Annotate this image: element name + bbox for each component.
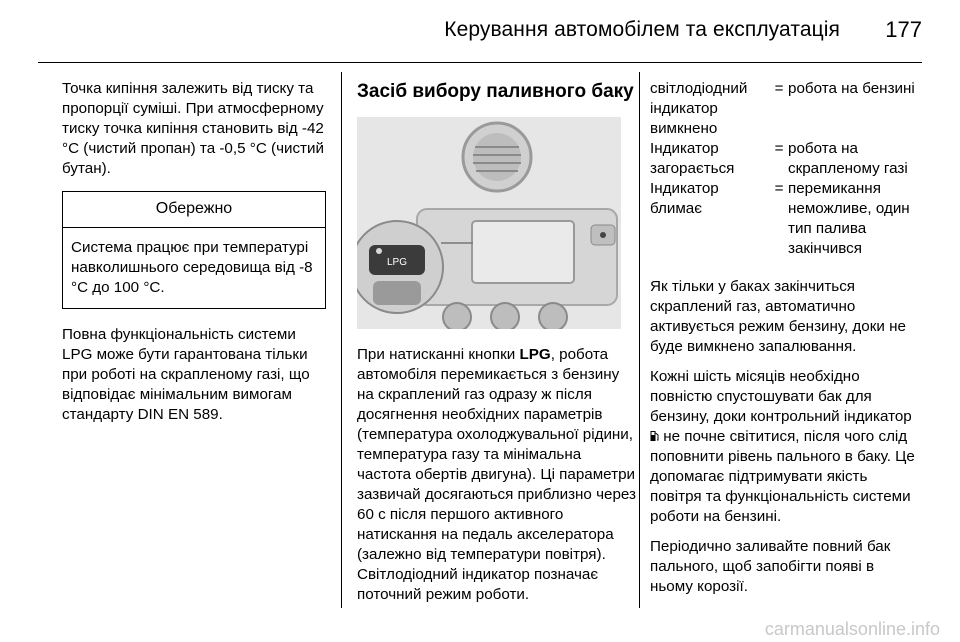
column-1: [62, 79, 326, 425]
state-cell: Індикатор загорається: [650, 140, 735, 177]
fuel-pump-icon: [650, 428, 659, 440]
dashboard-illustration: [357, 117, 621, 329]
column-divider-1: [341, 72, 342, 608]
equals-cell: =: [774, 180, 784, 197]
warning-box: [62, 191, 326, 309]
state-cell: світлодіодний індикатор вимкнено: [650, 80, 748, 137]
lpg-indicator-led-icon: [376, 248, 382, 254]
section-heading: Засіб вибору паливного баку: [357, 81, 634, 102]
lpg-bold-term: LPG: [519, 346, 551, 363]
paragraph-text-start: При натисканні кнопки: [357, 346, 520, 363]
column-divider-2: [639, 72, 640, 608]
column-3: [650, 79, 920, 597]
paragraph-text-rest: , робота автомобіля перемикається з бензину на скраплений газ одразу ж після досягнення необхідних параметрів (температура охолоджувальної рідини, температура газу та мінімальна частота обертів двигуна). Ці параметри зазвичай досягаються приблизно через 60 с після першого активного натискання на педаль акселератора (залежно від температури повітря).: [357, 346, 636, 563]
column-2: [357, 79, 637, 605]
state-cell: Індикатор блимає: [650, 180, 719, 217]
indicator-state-table: [650, 79, 920, 259]
warning-title: Обережно: [63, 192, 325, 228]
watermark: carmanualsonline.info: [764, 619, 940, 639]
meaning-cell: робота на скрапленому газі: [788, 140, 908, 177]
header-rule: [38, 62, 922, 63]
meaning-cell: перемикання неможливе, один тип палива закінчився: [788, 180, 910, 257]
meaning-cell: робота на бензині: [788, 80, 915, 97]
led-paragraph: Світлодіодний індикатор позначає поточний режим роботи.: [357, 566, 599, 603]
table-row: [650, 79, 920, 139]
lpg-paragraph: Повна функціональність системи LPG може бути гарантована тільки при роботі на скрапленому газі, що відповідає мінімальним вимогам стандарту DIN EN 589.: [62, 326, 310, 423]
equals-cell: =: [774, 140, 784, 157]
warning-body: Система працює при температурі навколишнього середовища від -8 °C до 100 °C.: [71, 239, 313, 296]
lpg-button-paragraph: [357, 345, 637, 565]
gas-empty-paragraph: Як тільки у баках закінчиться скраплений газ, автоматично активується режим бензину, доки не буде вимкнено запалювання.: [650, 278, 906, 355]
full-tank-paragraph: Періодично заливайте повний бак пального, щоб запобігти появі в ньому корозії.: [650, 538, 891, 595]
dashboard-figure: [357, 117, 621, 329]
header-title: Керування автомобілем та експлуатація: [444, 18, 840, 41]
page-number: 177: [885, 17, 922, 42]
equals-cell: =: [774, 80, 784, 97]
table-row: [650, 139, 920, 179]
table-row: [650, 179, 920, 259]
lpg-button-label: LPG: [387, 257, 408, 268]
paragraph-text-rest: не почне світитися, після чого слід поповнити рівень пального в баку. Це допомагає підтримувати якість повітря та функціональність системи роботи на бензині.: [650, 428, 915, 525]
intro-paragraph: Точка кипіння залежить від тиску та пропорції суміші. При атмосферному тиску точка кипіння становить від -42 °C (чистий пропан) та -0,5 °C (чистий бутан).: [62, 80, 324, 177]
paragraph-text-start: Кожні шість місяців необхідно повністю спустошувати бак для бензину, доки контрольний індикатор: [650, 368, 912, 425]
six-month-paragraph: [650, 367, 920, 527]
